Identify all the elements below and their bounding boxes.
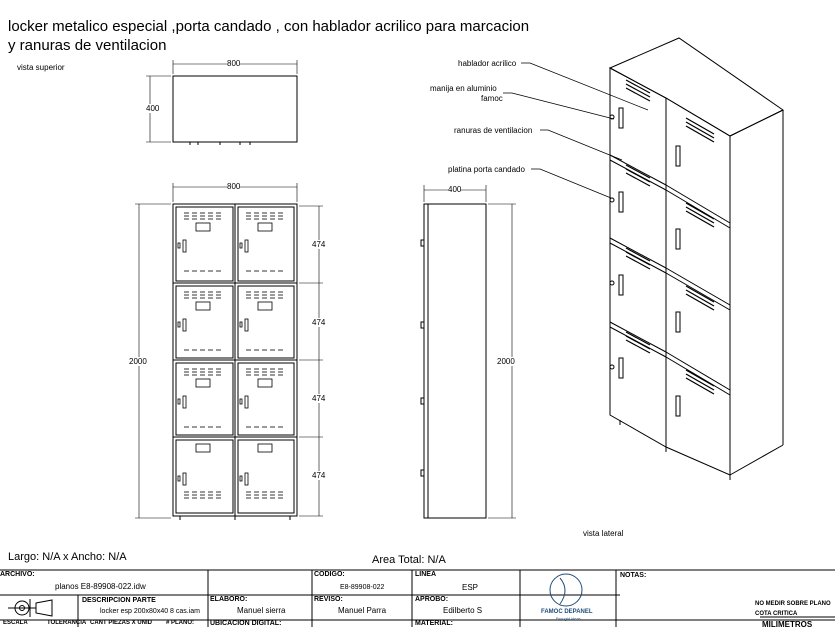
drawing-title-line-2: y ranuras de ventilacion [8,37,167,54]
handle-icon [183,240,186,252]
linea-label: LINEA [415,571,436,578]
reviso-label: REVISO: [314,596,343,603]
label-holder [196,444,210,452]
top-width-dim: 800 [227,59,241,68]
padlock-plate [178,322,180,327]
front-view [135,183,326,520]
archivo-label: ARCHIVO: [0,571,35,578]
logo-sub: Brought ideas [556,616,581,621]
archivo-value: planos E8-89908-022.idw [55,582,146,591]
iso-vent-slot [686,126,714,142]
handle-icon [245,240,248,252]
handle-icon [183,319,186,331]
callout-ranuras: ranuras de ventilacion [454,126,533,135]
padlock-plate [178,399,180,404]
codigo-label: CODIGO: [314,571,345,578]
projection-symbol [8,599,52,617]
linea-value: ESP [462,583,479,592]
callout-manija-2: famoc [481,94,503,103]
descripcion-label: DESCRIPCION PARTE [82,597,156,604]
padlock-plate [178,243,180,248]
label-holder [258,302,272,310]
side-view [421,185,516,518]
label-holder [258,379,272,387]
iso-vent-slot [686,207,714,223]
padlock-plate [240,476,242,481]
iso-vent-slot [686,211,714,227]
callout-platina: platina porta candado [448,165,525,174]
handle-icon [245,396,248,408]
label-holder [196,302,210,310]
logo-text: FAMOC DEPANEL [541,609,593,615]
handle-icon [245,473,248,485]
aprobo-label: APROBO: [415,596,449,603]
no-medir-note: NO MEDIR SOBRE PLANO [755,601,831,607]
elaboro-label: ELABORO: [210,596,248,603]
plano-label: # PLANO: [166,620,195,626]
reviso-value: Manuel Parra [338,606,387,615]
padlock-plate [240,399,242,404]
iso-vent-slot [686,374,714,390]
notas-label: NOTAS: [620,572,647,579]
top-depth-dim: 400 [146,104,160,113]
iso-vents [626,80,714,394]
milimetros-note: MILIMETROS [762,620,813,629]
iso-vent-slot [686,286,714,302]
label-holder [196,379,210,387]
elaboro-value: Manuel sierra [237,606,286,615]
isometric-view [610,38,783,480]
callout-hablador: hablador acrilico [458,59,517,68]
padlock-plate [178,476,180,481]
door-height-dim-3: 474 [312,394,326,403]
door-height-dim-1: 474 [312,240,326,249]
area-info: Area Total: N/A [372,554,446,566]
escala-label: ESCALA [3,620,28,626]
label-holder [196,223,210,231]
handle-icon [183,473,186,485]
material-label: MATERIAL: [415,620,453,627]
door-details [178,213,283,498]
famoc-logo [550,574,582,606]
drawing-title-line-1: locker metalico especial ,porta candado , con hablador acrilico para marcacion [8,18,530,35]
label-holder [258,444,272,452]
top-view-label: vista superior [17,63,65,72]
side-view-label: vista lateral [583,529,624,538]
side-depth-dim: 400 [448,185,462,194]
tolerancia-label: TOLERANCIA [47,620,87,626]
top-view [146,60,297,145]
aprobo-value: Edilberto S [443,606,483,615]
door-height-dim-2: 474 [312,318,326,327]
iso-vent-slot [686,294,714,310]
front-height-dim: 2000 [129,357,147,366]
cant-piezas-label: CANT PIEZAS X UNID [90,620,153,626]
handle-icon [183,396,186,408]
descripcion-value: locker esp 200x80x40 8 cas.iam [100,608,200,615]
padlock-plate [240,243,242,248]
iso-vent-slot [686,378,714,394]
padlock-plate [240,322,242,327]
codigo-value: E8-89908-022 [340,584,385,591]
iso-vent-slot [686,118,714,134]
callout-manija-1: manija en aluminio [430,84,497,93]
label-holder [258,223,272,231]
door-height-dim-4: 474 [312,471,326,480]
cota-critica-note: COTA CRITICA [755,611,798,617]
front-width-dim: 800 [227,182,241,191]
handle-icon [245,319,248,331]
side-height-dim: 2000 [497,357,515,366]
size-info: Largo: N/A x Ancho: N/A [8,551,127,563]
ubicacion-label: UBICACION DIGITAL: [210,620,282,627]
